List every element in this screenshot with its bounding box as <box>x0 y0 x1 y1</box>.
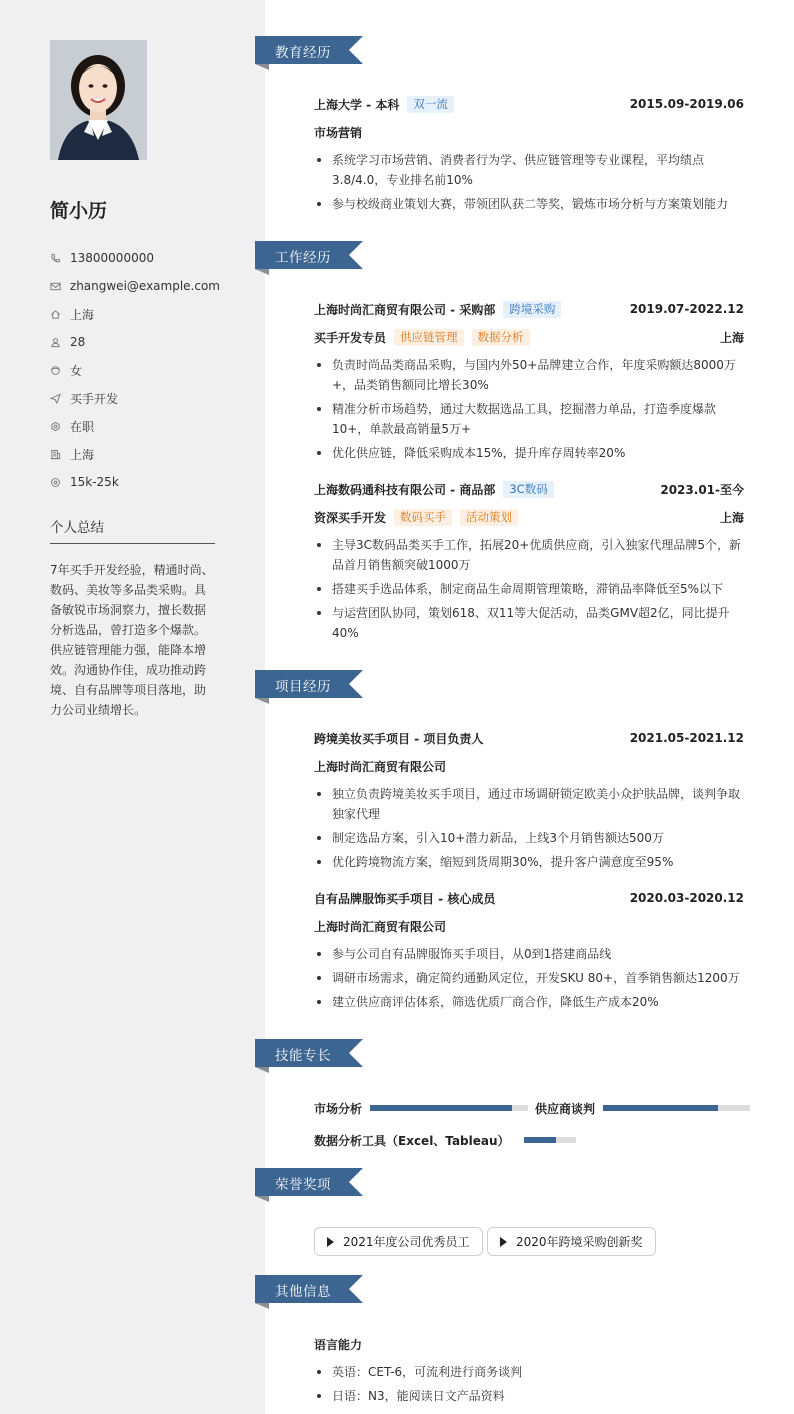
project-1-header <box>314 728 744 748</box>
summary-divider <box>50 543 215 544</box>
list-item: 日语：N3，能阅读日文产品资料 <box>314 1386 744 1406</box>
list-item: 负责时尚品类商品采购，与国内外50+品牌建立合作，年度采购额达8000万+，品类销售额同比增长30% <box>314 355 744 395</box>
info-location-text: 上海 <box>70 307 95 322</box>
project-1-date: 2021.05-2021.12 <box>629 731 744 745</box>
list-item: 优化供应链，降低采购成本15%，提升库存周转率20% <box>314 443 744 463</box>
section-title-projects: 项目经历 <box>275 679 331 695</box>
job-1-city: 上海 <box>719 330 744 345</box>
section-heading-awards <box>255 1168 365 1202</box>
home-icon <box>50 309 70 320</box>
skill-level-fill <box>603 1105 718 1111</box>
job-1-role: 买手开发专员 <box>314 330 387 345</box>
info-gender <box>50 356 220 384</box>
list-item: 调研市场需求，确定简约通勤风定位，开发SKU 80+，首季销售额达1200万 <box>314 968 744 988</box>
info-age <box>50 328 220 356</box>
summary-text: 7年买手开发经验，精通时尚、数码、美妆等多品类采购。具备敏锐市场洞察力，擅长数据分析选品，曾打造多个爆款。供应链管理能力强，能降本增效。沟通协作佳，成功推动跨境、自有品牌等项目落地，助力公司业绩增长。 <box>50 563 214 717</box>
skill-level-fill <box>370 1105 512 1111</box>
job-1-role-tag: 供应链管理 <box>394 329 464 346</box>
list-item: 参与校级商业策划大赛，带领团队获二等奖，锻炼市场分析与方案策划能力 <box>314 194 744 214</box>
list-item: 主导3C数码品类买手工作，拓展20+优质供应商，引入独家代理品牌5个，新品首月销售额突破1000万 <box>314 535 744 575</box>
education-major: 市场营销 <box>314 125 363 140</box>
job-1-date: 2019.07-2022.12 <box>629 302 744 316</box>
job-2-header <box>314 479 744 499</box>
skill-level-bar <box>524 1137 576 1143</box>
info-email <box>50 272 220 300</box>
info-salary <box>50 468 220 496</box>
info-phone <box>50 244 220 272</box>
building-icon <box>50 449 70 460</box>
education-major-row <box>314 122 744 142</box>
info-location <box>50 300 220 328</box>
section-title-education: 教育经历 <box>275 45 331 61</box>
skill-name: 数据分析工具（Excel、Tableau） <box>314 1133 510 1148</box>
settings-icon <box>50 421 70 432</box>
gender-icon <box>50 365 70 376</box>
skill-level-bar <box>603 1105 750 1111</box>
info-age-text: 28 <box>70 335 86 349</box>
job-1-role-row <box>314 327 744 347</box>
mail-icon <box>50 281 70 292</box>
skill-item <box>314 1130 576 1150</box>
list-item: 英语：CET-6，可流利进行商务谈判 <box>314 1362 744 1382</box>
language-bullets <box>314 1362 744 1410</box>
job-2-role: 资深买手开发 <box>314 510 387 525</box>
job-2-city: 上海 <box>719 510 744 525</box>
user-icon <box>50 337 70 348</box>
skill-level-fill <box>524 1137 556 1143</box>
info-status-text: 在职 <box>70 419 95 434</box>
job-1-role-tag: 数据分析 <box>472 329 530 346</box>
section-heading-education <box>255 36 365 70</box>
coin-icon <box>50 477 70 488</box>
job-2-bullets <box>314 535 744 647</box>
skill-level-bar <box>370 1105 528 1111</box>
section-heading-work <box>255 241 365 275</box>
info-email-text: zhangwei@example.com <box>69 279 220 293</box>
skill-name: 市场分析 <box>314 1101 363 1116</box>
project-1-bullets <box>314 784 744 876</box>
list-item: 优化跨境物流方案，缩短到货周期30%，提升客户满意度至95% <box>314 852 744 872</box>
info-position <box>50 384 220 412</box>
list-item: 精准分析市场趋势，通过大数据选品工具，挖掘潜力单品，打造季度爆款10+，单款最高销量5万+ <box>314 399 744 439</box>
skill-item <box>535 1098 750 1118</box>
school-name: 上海大学 - 本科 <box>314 97 400 112</box>
project-1-company-row <box>314 756 744 776</box>
award-label: 2020年跨境采购创新奖 <box>516 1235 643 1249</box>
info-phone-text: 13800000000 <box>70 251 154 265</box>
sidebar <box>0 0 265 1414</box>
job-2-role-row <box>314 507 744 527</box>
candidate-name: 简小历 <box>50 200 108 222</box>
job-1-company: 上海时尚汇商贸有限公司 - 采购部 <box>314 302 496 317</box>
award-item[interactable] <box>314 1227 483 1256</box>
contact-info-list <box>50 244 220 496</box>
job-2-date: 2023.01-至今 <box>660 482 744 497</box>
avatar <box>50 40 147 160</box>
skill-name: 供应商谈判 <box>535 1101 596 1116</box>
list-item: 系统学习市场营销、消费者行为学、供应链管理等专业课程，平均绩点3.8/4.0，专业排名前10% <box>314 150 744 190</box>
play-triangle-icon <box>327 1237 334 1247</box>
list-item: 独立负责跨境美妆买手项目，通过市场调研锁定欧美小众护肤品牌，谈判争取独家代理 <box>314 784 744 824</box>
project-2-company: 上海时尚汇商贸有限公司 <box>314 919 447 934</box>
section-title-skills: 技能专长 <box>275 1048 331 1064</box>
job-2-role-tag: 数码买手 <box>394 509 452 526</box>
section-title-other: 其他信息 <box>275 1284 331 1300</box>
job-1-bullets <box>314 355 744 467</box>
info-gender-text: 女 <box>70 363 83 378</box>
language-subtitle: 语言能力 <box>314 1338 363 1352</box>
send-icon <box>50 393 70 404</box>
section-heading-other <box>255 1275 365 1309</box>
project-1-company: 上海时尚汇商贸有限公司 <box>314 759 447 774</box>
section-heading-projects <box>255 670 365 704</box>
info-salary-text: 15k-25k <box>70 475 119 489</box>
project-1-title: 跨境美妆买手项目 - 项目负责人 <box>314 731 484 746</box>
award-item[interactable] <box>487 1227 656 1256</box>
list-item: 参与公司自有品牌服饰买手项目，从0到1搭建商品线 <box>314 944 744 964</box>
award-label: 2021年度公司优秀员工 <box>343 1235 470 1249</box>
list-item: 与运营团队协同，策划618、双11等大促活动，品类GMV超2亿，同比提升40% <box>314 603 744 643</box>
project-2-title: 自有品牌服饰买手项目 - 核心成员 <box>314 891 496 906</box>
info-status <box>50 412 220 440</box>
project-2-bullets <box>314 944 744 1016</box>
summary-title: 个人总结 <box>50 520 104 536</box>
job-1-tag: 跨境采购 <box>503 301 561 318</box>
job-2-company: 上海数码通科技有限公司 - 商品部 <box>314 482 496 497</box>
section-heading-skills <box>255 1039 365 1073</box>
project-2-date: 2020.03-2020.12 <box>629 891 744 905</box>
list-item: 制定选品方案，引入10+潜力新品，上线3个月销售额达500万 <box>314 828 744 848</box>
skill-item <box>314 1098 528 1118</box>
education-entry-header <box>314 94 744 114</box>
job-1-header <box>314 299 744 319</box>
project-2-company-row <box>314 916 744 936</box>
project-2-header <box>314 888 744 908</box>
section-title-awards: 荣誉奖项 <box>275 1177 331 1193</box>
job-2-role-tag: 活动策划 <box>460 509 518 526</box>
school-tag: 双一流 <box>407 96 454 113</box>
education-date: 2015.09-2019.06 <box>629 97 744 111</box>
info-position-text: 买手开发 <box>70 391 119 406</box>
list-item: 建立供应商评估体系，筛选优质厂商合作，降低生产成本20% <box>314 992 744 1012</box>
info-work-city-text: 上海 <box>70 447 95 462</box>
list-item: 搭建买手选品体系，制定商品生命周期管理策略，滞销品率降低至5%以下 <box>314 579 744 599</box>
play-triangle-icon <box>500 1237 507 1247</box>
section-title-work: 工作经历 <box>275 250 331 266</box>
info-work-city <box>50 440 220 468</box>
education-bullets <box>314 150 744 218</box>
phone-icon <box>50 253 70 264</box>
job-2-tag: 3C数码 <box>503 481 553 498</box>
